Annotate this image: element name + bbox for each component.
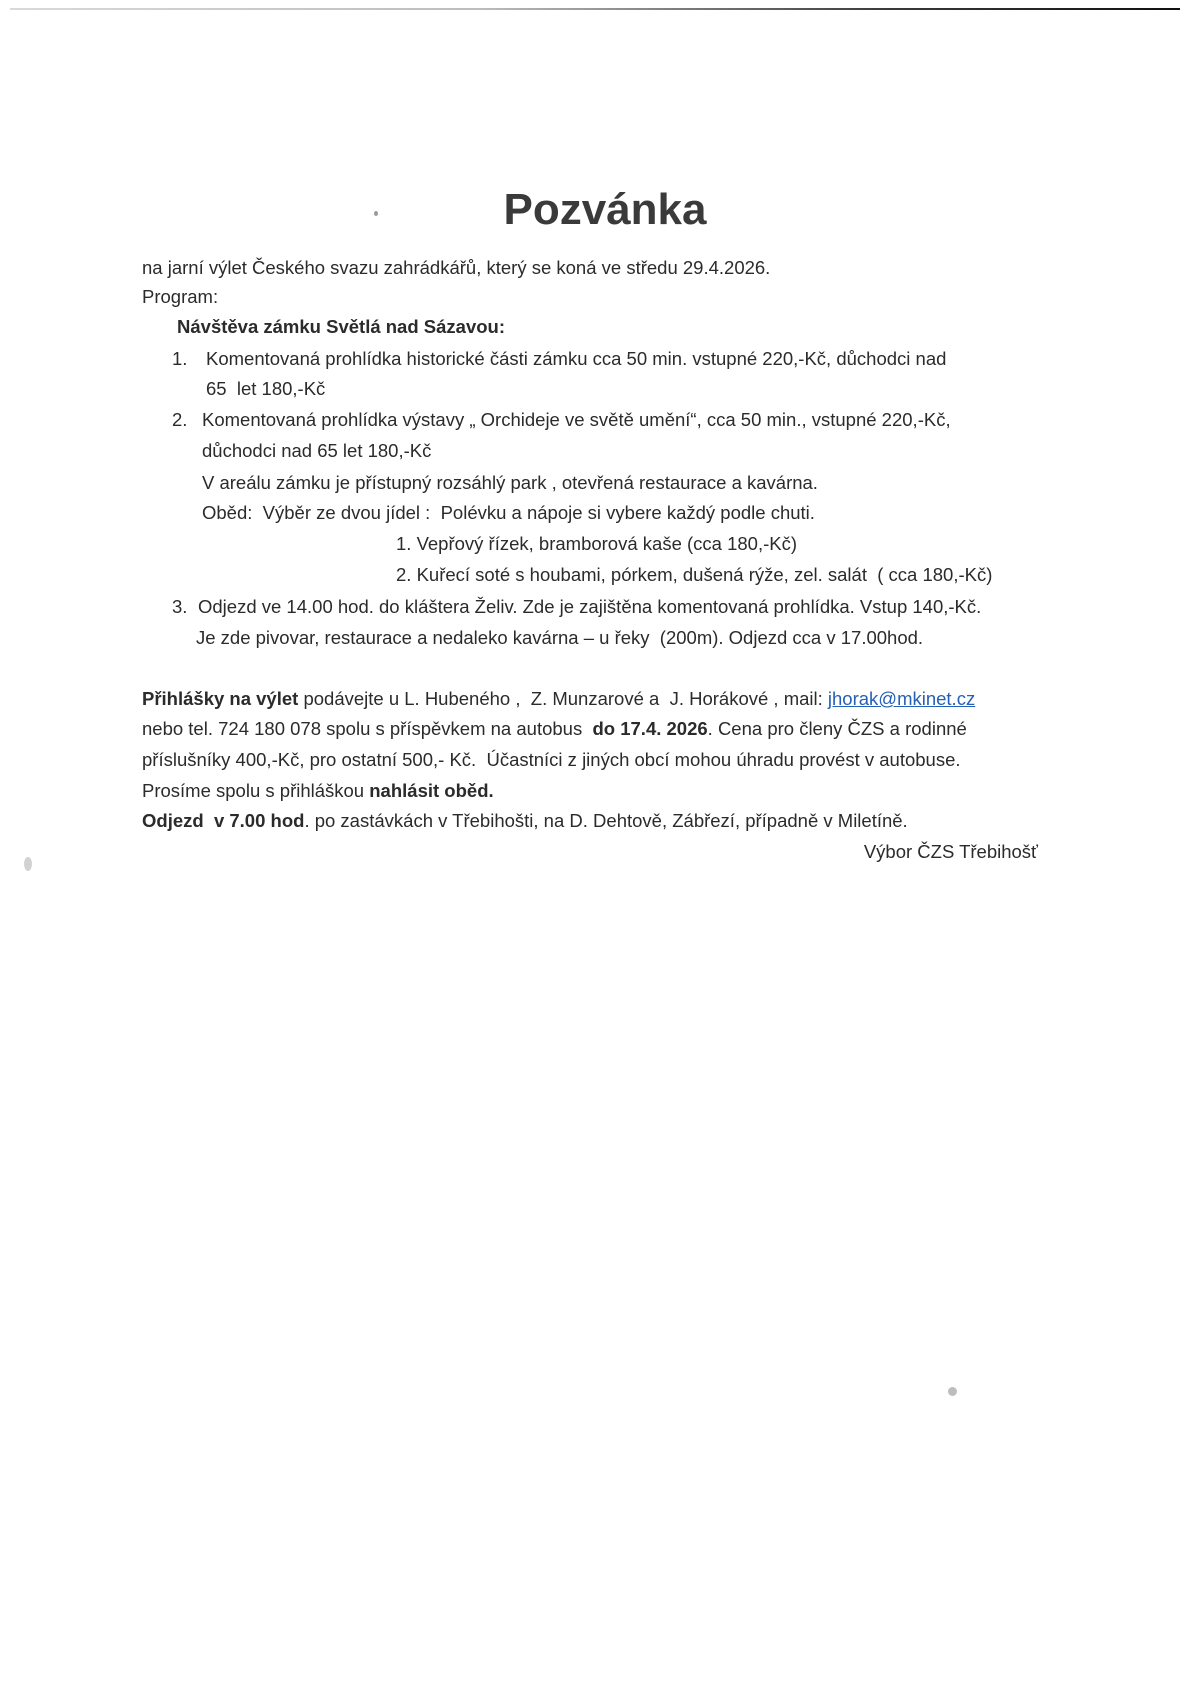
scan-edge-line [10,8,1180,10]
registration-deadline: do 17.4. 2026 [592,718,708,739]
registration-line: příslušníky 400,-Kč, pro ostatní 500,- Kč. Účastníci z jiných obcí mohou úhradu provést v autobuse. [142,749,961,770]
lunch-option: 2. Kuřecí soté s houbami, pórkem, dušená rýže, zel. salát ( cca 180,-Kč) [396,564,993,585]
intro-text: na jarní výlet Českého svazu zahrádkářů, který se koná ve středu 29.4.2026. [142,257,771,278]
registration-lead: Přihlášky na výlet [142,688,299,709]
page-title: Pozvánka [503,185,707,234]
departure-text: . po zastávkách v Třebihošti, na D. Dehtově, Zábřezí, případně v Miletíně. [304,810,908,831]
registration-text: Prosíme spolu s přihláškou [142,780,370,801]
scan-speck [948,1387,957,1396]
lunch-intro: Oběd: Výběr ze dvou jídel : Polévku a nápoje si vybere každý podle chuti. [202,502,815,523]
registration-line [142,718,967,740]
item-text: Komentovaná prohlídka historické části zámku cca 50 min. vstupné 220,-Kč, důchodci nad [206,348,947,369]
item-number: 1. [172,348,188,369]
program-label: Program: [142,286,219,307]
lunch-notice: nahlásit oběd. [369,780,494,801]
item-text: 65 let 180,-Kč [206,378,326,399]
item-text: Odjezd ve 14.00 hod. do kláštera Želiv. Zde je zajištěna komentovaná prohlídka. Vstup 140,-Kč. [198,596,982,617]
signature: Výbor ČZS Třebihošť [863,841,1038,862]
departure-line [142,810,908,832]
registration-text: . Cena pro členy ČZS a rodinné [707,718,967,739]
item-number: 3. [172,596,188,617]
registration-line [142,780,494,802]
item-text: důchodci nad 65 let 180,-Kč [202,440,432,461]
visit-heading: Návštěva zámku Světlá nad Sázavou: [177,316,506,337]
registration-text: nebo tel. 724 180 078 spolu s příspěvkem na autobus [142,718,593,739]
scan-speck [24,857,32,871]
registration-line [142,688,975,710]
lunch-option: 1. Vepřový řízek, bramborová kaše (cca 180,-Kč) [396,533,798,554]
item-text: Komentovaná prohlídka výstavy „ Orchideje ve světě umění“, cca 50 min., vstupné 220,-Kč, [202,409,951,430]
departure-lead: Odjezd v 7.00 hod [142,810,305,831]
park-note: V areálu zámku je přístupný rozsáhlý park , otevřená restaurace a kavárna. [202,472,818,493]
item-number: 2. [172,409,188,430]
email-link[interactable]: jhorak@mkinet.cz [827,688,976,709]
registration-text: podávejte u L. Hubeného , Z. Munzarové a J. Horákové , mail: [298,688,828,709]
item-text: Je zde pivovar, restaurace a nedaleko kavárna – u řeky (200m). Odjezd cca v 17.00hod. [196,627,924,648]
